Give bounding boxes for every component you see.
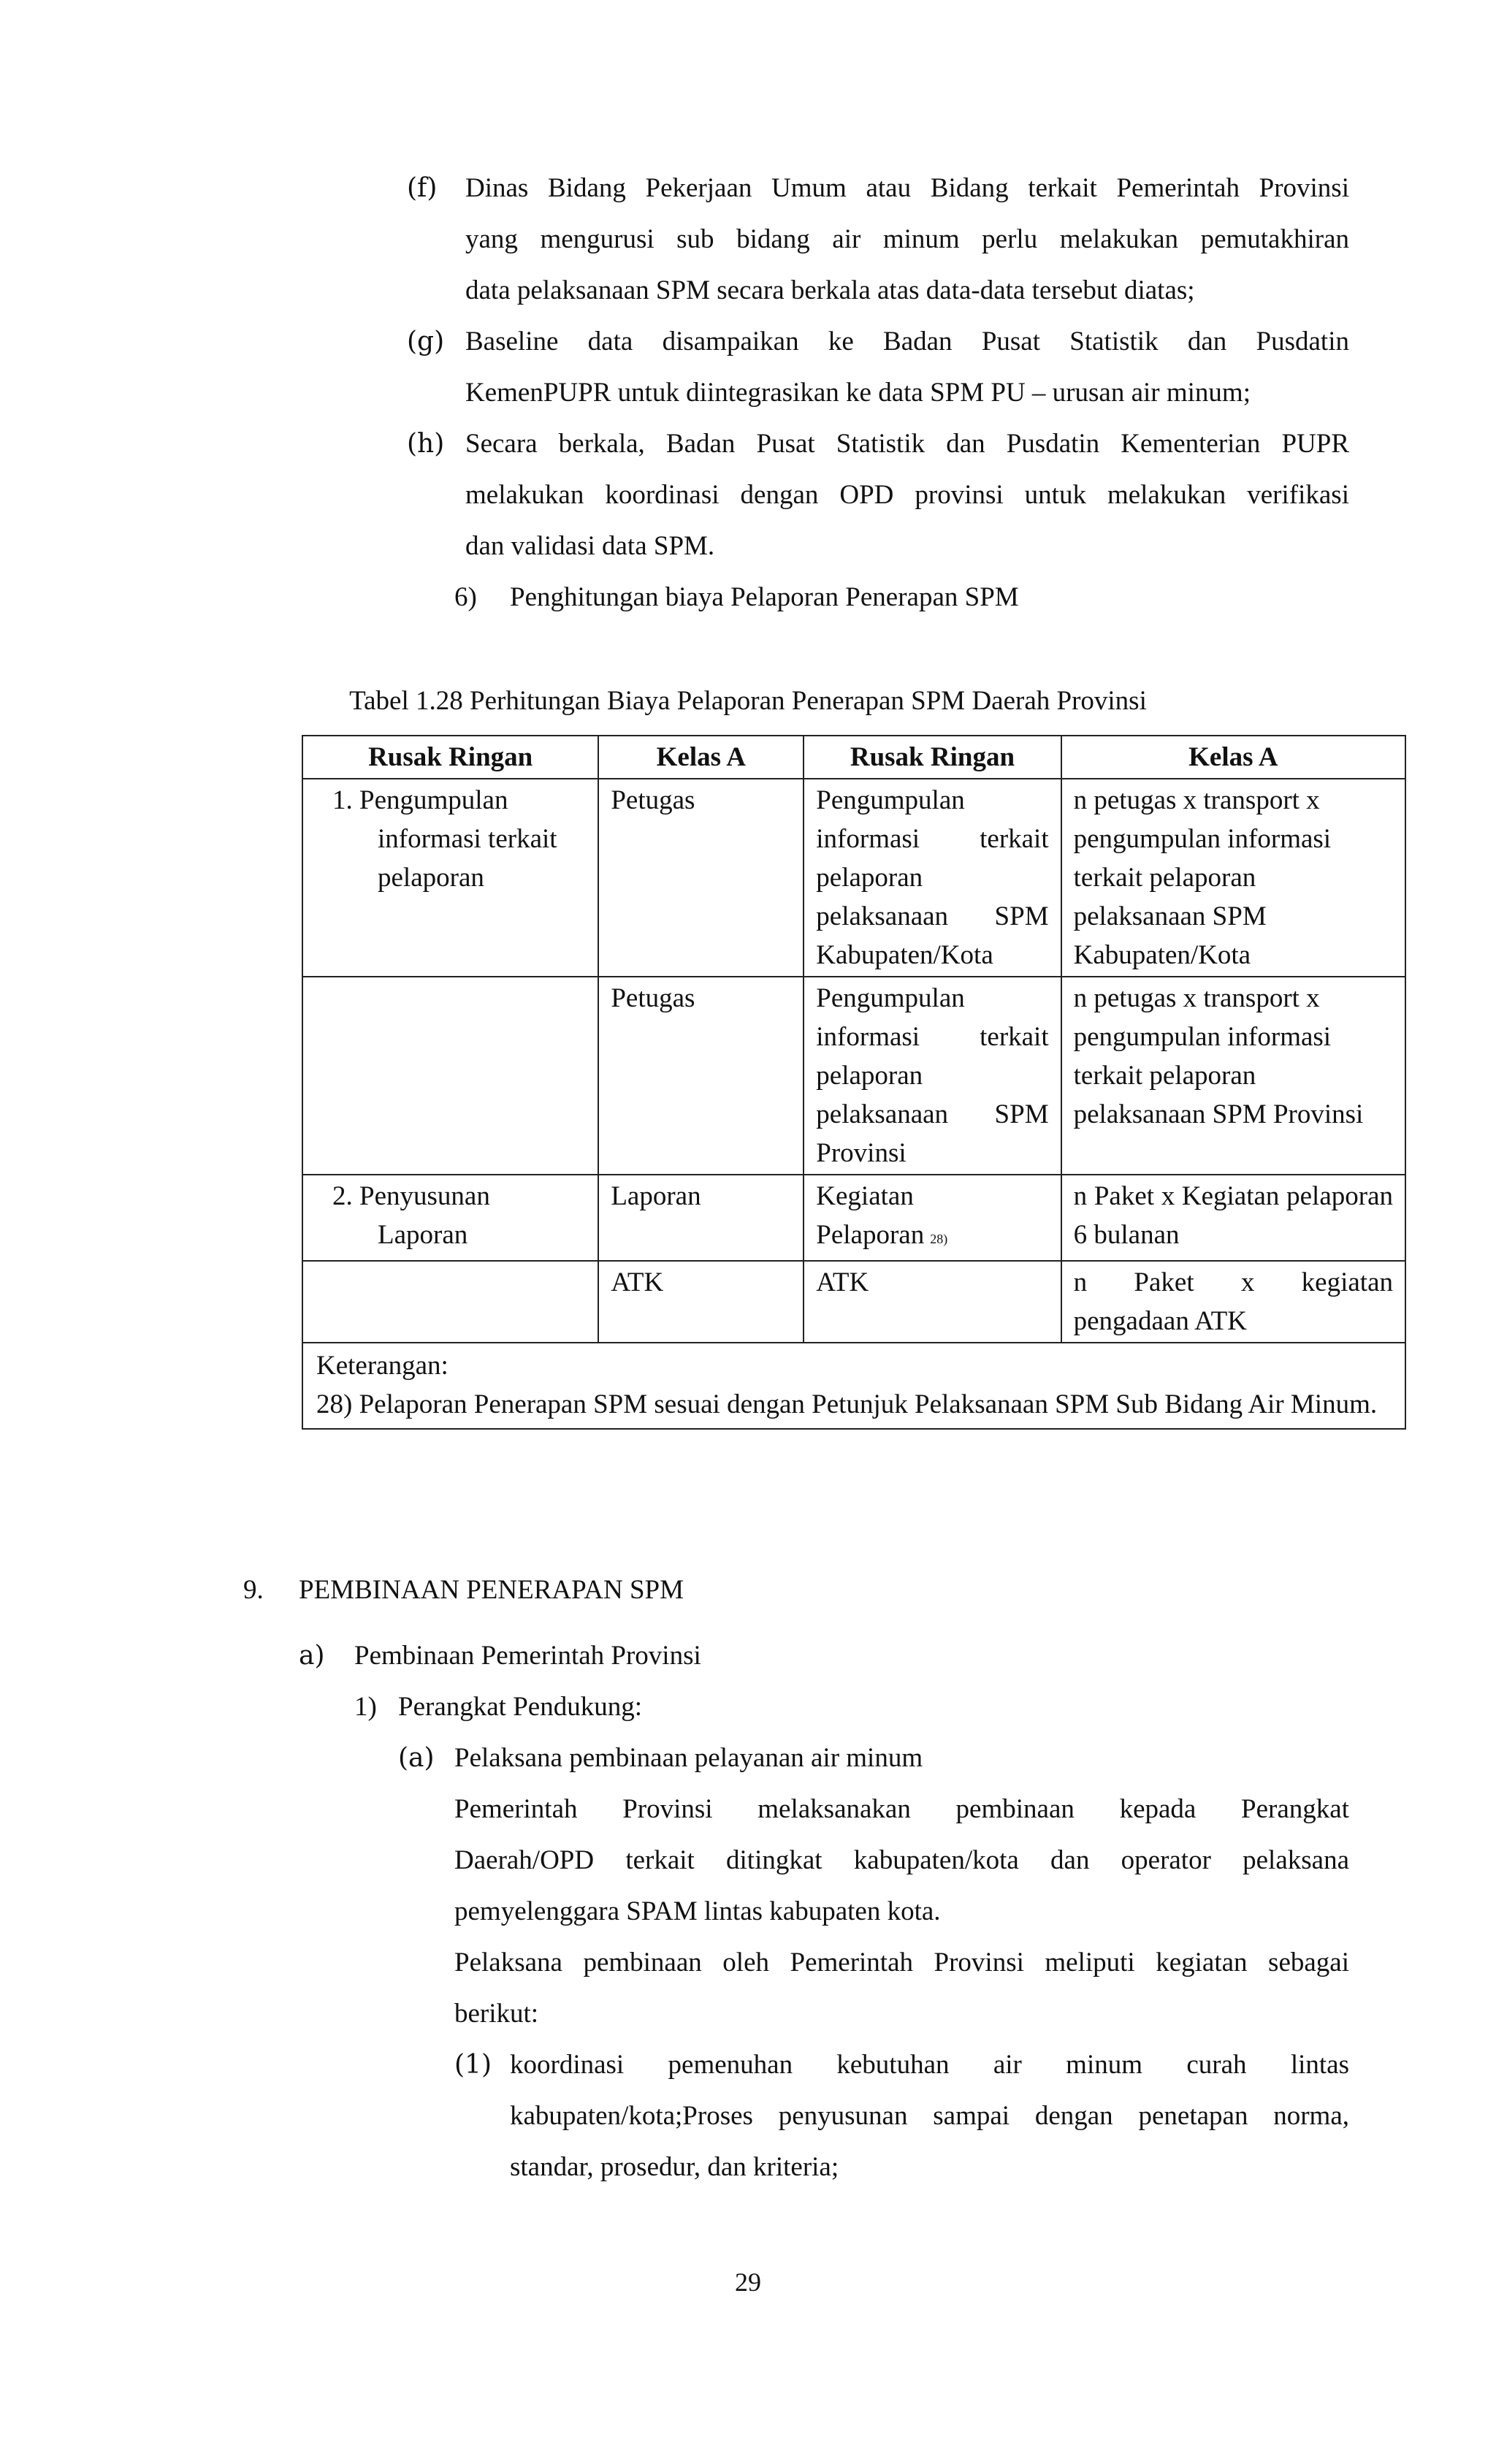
table-cell: Pengumpulan informasi terkait pelaporan pelaksanaan SPM Kabupaten/Kota bbox=[804, 779, 1061, 977]
paragraph-line: yang mengurusi sub bidang air minum perlu melakukan pemutakhiran bbox=[465, 224, 1349, 254]
table-row bbox=[302, 1261, 1405, 1343]
paragraph-line: koordinasi pemenuhan kebutuhan air minum curah lintas bbox=[510, 2050, 1349, 2080]
footnote-ref: 28) bbox=[930, 1232, 948, 1246]
paragraph-line: berikut: bbox=[454, 1999, 539, 2029]
table-cell bbox=[302, 1175, 598, 1261]
table-cell: n petugas x transport x pengumpulan informasi terkait pelaporan pelaksanaan SPM Provinsi bbox=[1061, 977, 1405, 1175]
subsection-a-item: Pelaksana pembinaan pelayanan air minum bbox=[454, 1743, 923, 1773]
table-cell: ATK bbox=[804, 1261, 1061, 1343]
subsection-1-title: Perangkat Pendukung: bbox=[398, 1692, 642, 1722]
table-cell: n petugas x transport x pengumpulan informasi terkait pelaporan pelaksanaan SPM Kabupaten/Kota bbox=[1061, 779, 1405, 977]
paragraph-line: melakukan koordinasi dengan OPD provinsi untuk melakukan verifikasi bbox=[465, 480, 1349, 510]
cell-text: Kegiatan Pelaporan bbox=[816, 1181, 925, 1250]
page-number: 29 bbox=[735, 2267, 761, 2297]
table-cell: n Paket x Kegiatan pelaporan 6 bulanan bbox=[1061, 1175, 1405, 1261]
table-row bbox=[302, 779, 1405, 977]
column-header: Rusak Ringan bbox=[804, 736, 1061, 779]
paragraph-line: Pemerintah Provinsi melaksanakan pembinaan kepada Perangkat bbox=[454, 1794, 1349, 1824]
subsection-a-title: Pembinaan Pemerintah Provinsi bbox=[354, 1641, 701, 1671]
activity-label: 2. Penyusunan Laporan bbox=[332, 1181, 490, 1250]
table-row bbox=[302, 1175, 1405, 1261]
list-marker-6: 6) bbox=[454, 582, 477, 612]
table-cell: Laporan bbox=[598, 1175, 804, 1261]
paragraph-line: Pelaksana pembinaan oleh Pemerintah Provinsi meliputi kegiatan sebagai bbox=[454, 1948, 1349, 1977]
table-cell bbox=[302, 779, 598, 977]
table-caption: Tabel 1.28 Perhitungan Biaya Pelaporan Penerapan SPM Daerah Provinsi bbox=[349, 686, 1147, 716]
paragraph-line: kabupaten/kota;Proses penyusunan sampai dengan penetapan norma, bbox=[510, 2101, 1349, 2131]
note-text: 28) Pelaporan Penerapan SPM sesuai dengan Petunjuk Pelaksanaan SPM Sub Bidang Air Minum. bbox=[316, 1389, 1378, 1419]
table-cell bbox=[302, 1261, 598, 1343]
list-marker-1: 1) bbox=[354, 1692, 377, 1722]
table-note-row bbox=[302, 1343, 1405, 1429]
note-label: Keterangan: bbox=[316, 1351, 449, 1381]
column-header: Kelas A bbox=[1061, 736, 1405, 779]
table-cell bbox=[804, 1175, 1061, 1261]
list-marker-1-paren: (1) bbox=[454, 2050, 492, 2080]
paragraph-line: dan validasi data SPM. bbox=[465, 531, 715, 561]
paragraph-line: Baseline data disampaikan ke Badan Pusat Statistik dan Pusdatin bbox=[465, 327, 1349, 356]
item-6-text: Penghitungan biaya Pelaporan Penerapan SPM bbox=[510, 582, 1019, 612]
column-header: Rusak Ringan bbox=[302, 736, 598, 779]
table-cell: Pengumpulan informasi terkait pelaporan pelaksanaan SPM Provinsi bbox=[804, 977, 1061, 1175]
table-cell: ATK bbox=[598, 1261, 804, 1343]
cost-table bbox=[302, 735, 1406, 1430]
paragraph-line: Daerah/OPD terkait ditingkat kabupaten/kota dan operator pelaksana bbox=[454, 1845, 1349, 1875]
table-cell: Petugas bbox=[598, 779, 804, 977]
list-marker-h: (h) bbox=[407, 429, 445, 459]
activity-label: 1. Pengumpulan informasi terkait pelaporan bbox=[332, 785, 557, 893]
table-cell: n Paket x kegiatan pengadaan ATK bbox=[1061, 1261, 1405, 1343]
list-marker-a-paren: (a) bbox=[398, 1743, 435, 1773]
paragraph-line: Secara berkala, Badan Pusat Statistik dan Pusdatin Kementerian PUPR bbox=[465, 429, 1349, 459]
paragraph-line: data pelaksanaan SPM secara berkala atas data-data tersebut diatas; bbox=[465, 275, 1195, 305]
table-row bbox=[302, 977, 1405, 1175]
paragraph-line: pemyelenggara SPAM lintas kabupaten kota. bbox=[454, 1896, 941, 1926]
table-header-row bbox=[302, 736, 1405, 779]
list-marker-a: a) bbox=[299, 1641, 325, 1671]
paragraph-line: Dinas Bidang Pekerjaan Umum atau Bidang terkait Pemerintah Provinsi bbox=[465, 173, 1349, 203]
column-header: Kelas A bbox=[598, 736, 804, 779]
table-cell: Petugas bbox=[598, 977, 804, 1175]
list-marker-g: (g) bbox=[407, 327, 445, 356]
section-title: PEMBINAAN PENERAPAN SPM bbox=[299, 1575, 684, 1605]
section-number: 9. bbox=[243, 1575, 264, 1605]
list-marker-f: (f) bbox=[407, 173, 438, 203]
paragraph-line: KemenPUPR untuk diintegrasikan ke data SPM PU – urusan air minum; bbox=[465, 378, 1251, 408]
paragraph-line: standar, prosedur, dan kriteria; bbox=[510, 2152, 839, 2182]
table-cell bbox=[302, 977, 598, 1175]
table-note bbox=[302, 1343, 1405, 1429]
